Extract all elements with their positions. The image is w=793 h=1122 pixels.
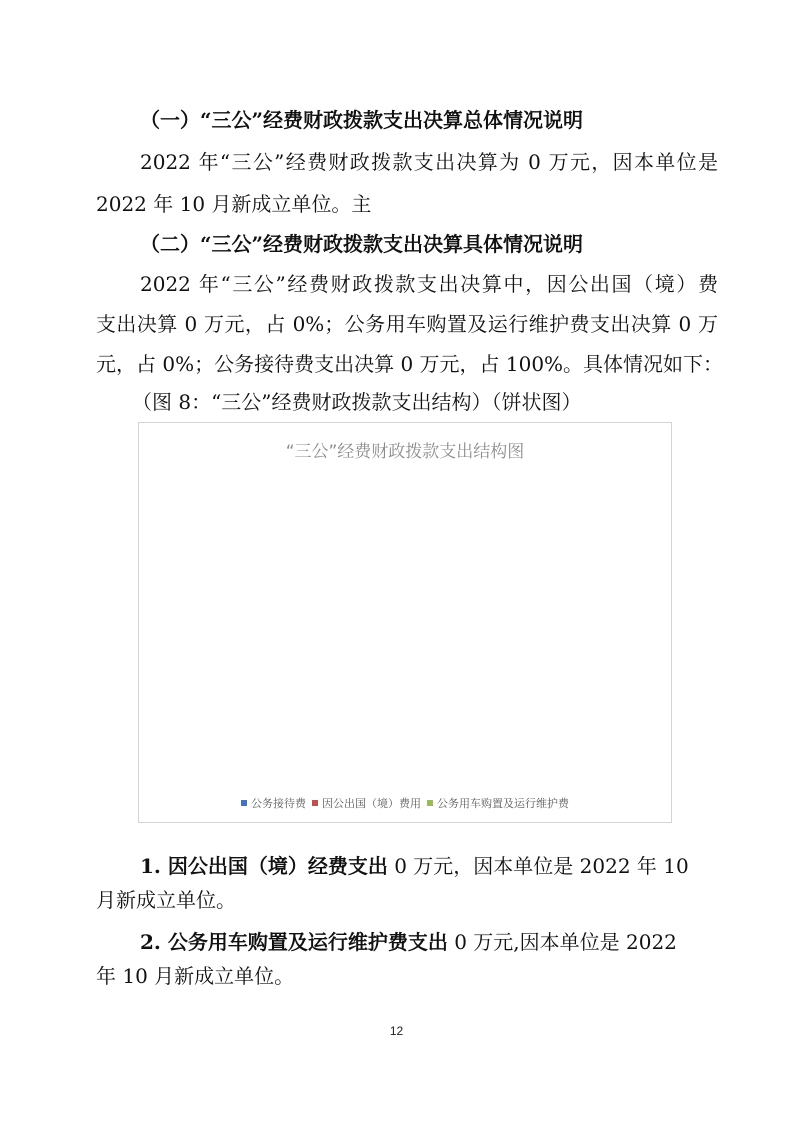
legend-entry — [312, 795, 421, 811]
section2-paragraph-line: 元，占 0%；公务接待费支出决算 0 万元，占 100%。具体情况如下： — [96, 352, 724, 376]
section1-paragraph-line: 2022 年“三公”经费财政拨款支出决算为 0 万元，因本单位是 — [140, 150, 718, 174]
chart-title: “三公”经费财政拨款支出结构图 — [285, 442, 525, 462]
item1-text: 0 万元，因本单位是 2022 年 10 — [387, 854, 689, 878]
item1-label: 1. 因公出国（境）经费支出 — [140, 854, 388, 878]
page-number: 12 — [389, 1024, 404, 1038]
item2-continuation: 年 10 月新成立单位。 — [96, 964, 295, 988]
legend-entry — [427, 795, 569, 811]
legend-entry — [241, 795, 306, 811]
legend-swatch — [312, 800, 318, 806]
legend-label: 公务接待费 — [251, 797, 306, 810]
item2-text: 0 万元,因本单位是 2022 — [447, 930, 677, 954]
section2-paragraph-line: 2022 年“三公”经费财政拨款支出决算中，因公出国（境）费 — [140, 272, 718, 296]
legend-label: 公务用车购置及运行维护费 — [437, 797, 569, 810]
chart-legend — [139, 795, 671, 811]
pie-plot-area — [139, 463, 671, 793]
section1-paragraph-line: 2022 年 10 月新成立单位。主 — [96, 192, 372, 216]
legend-swatch — [427, 800, 433, 806]
item1-continuation: 月新成立单位。 — [96, 888, 236, 912]
section1-heading: （一）“三公”经费财政拨款支出决算总体情况说明 — [140, 108, 584, 132]
legend-swatch — [241, 800, 247, 806]
section2-heading: （二）“三公”经费财政拨款支出决算具体情况说明 — [140, 232, 584, 256]
item2-label: 2. 公务用车购置及运行维护费支出 — [140, 930, 448, 954]
item1-line — [140, 852, 689, 880]
pie-chart — [138, 422, 672, 823]
legend-label: 因公出国（境）费用 — [322, 797, 421, 810]
figure-caption: （图 8：“三公”经费财政拨款支出结构）（饼状图） — [132, 390, 582, 414]
item2-line — [140, 928, 677, 956]
section2-paragraph-line: 支出决算 0 万元，占 0%；公务用车购置及运行维护费支出决算 0 万 — [96, 312, 718, 336]
